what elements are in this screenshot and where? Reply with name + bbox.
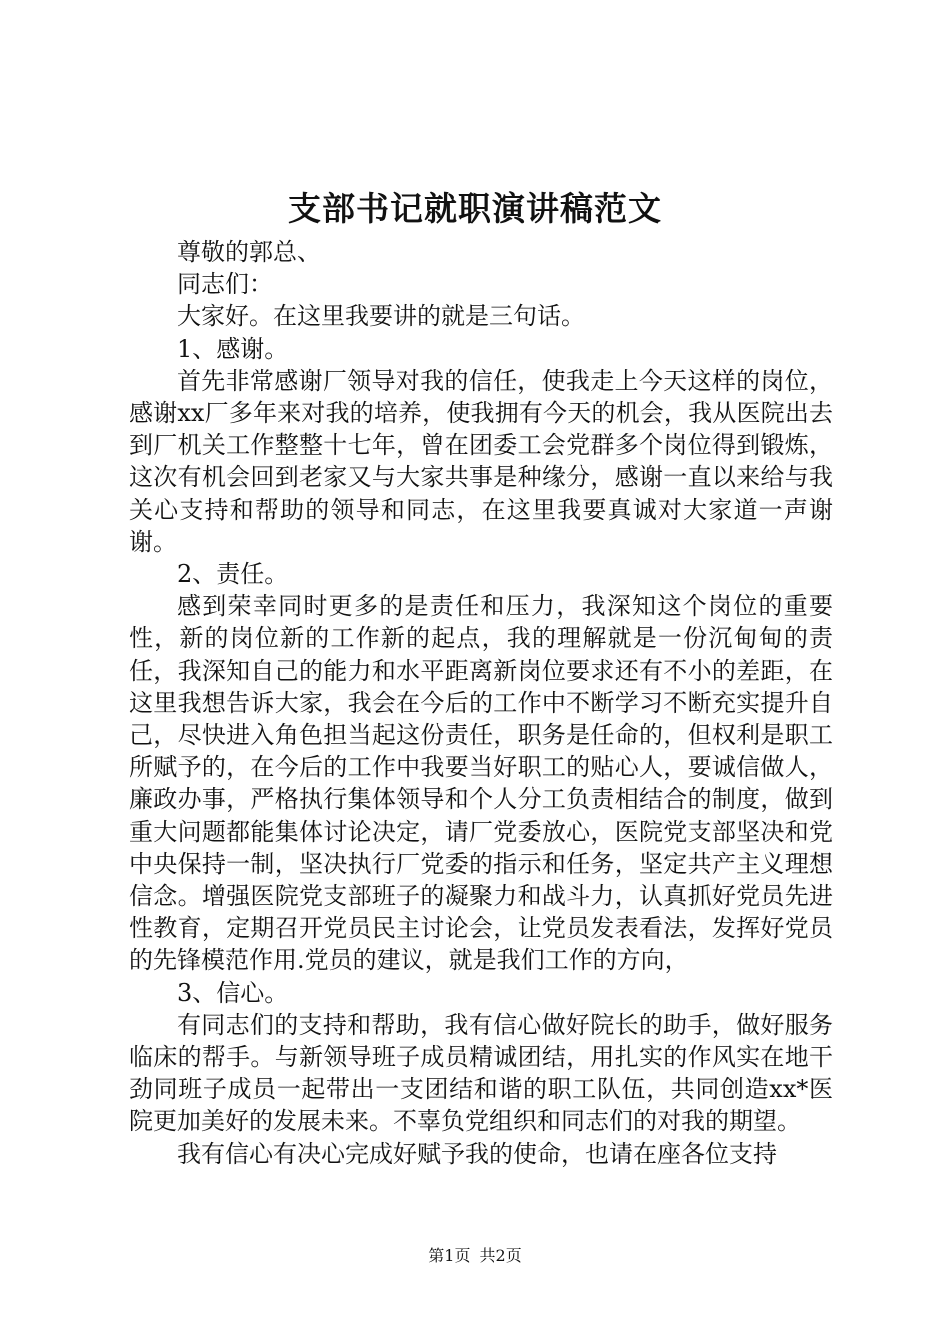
section-heading-confidence: 3、信心。 bbox=[177, 978, 289, 1007]
page-number-total: 共2页 bbox=[479, 1246, 522, 1265]
page-number-current: 第1页 bbox=[428, 1246, 471, 1265]
salutation-line-1: 尊敬的郭总、 bbox=[177, 238, 321, 266]
greeting-paragraph: 大家好。在这里我要讲的就是三句话。 bbox=[177, 302, 585, 331]
paragraph-thanks: 首先非常感谢厂领导对我的信任，使我走上今天这样的岗位，感谢xx厂多年来对我的培养，使我拥有今天的机会，我从医院出去到厂机关工作整整十七年，曾在团委工会党群多个岗位得到锻炼，这次有机会回到老家又与大家共事是种缘分，感谢一直以来给与我关心支持和帮助的领导和同志，在这里我要真诚对大家道一声谢谢。 bbox=[129, 366, 833, 556]
document-title: 支部书记就职演讲稿范文 bbox=[288, 189, 662, 228]
salutation-line-2: 同志们： bbox=[177, 270, 273, 299]
page-footer bbox=[0, 1245, 950, 1267]
paragraph-responsibility: 感到荣幸同时更多的是责任和压力，我深知这个岗位的重要性，新的岗位新的工作新的起点，我的理解就是一份沉甸甸的责任，我深知自己的能力和水平距离新岗位要求还有不小的差距，在这里我想告诉大家，我会在今后的工作中不断学习不断充实提升自己，尽快进入角色担当起这份责任，职务是任命的，但权利是职工所赋予的，在今后的工作中我要当好职工的贴心人，要诚信做人，廉政办事，严格执行集体领导和个人分工负责相结合的制度，做到重大问题都能集体讨论决定，请厂党委放心，医院党支部坚决和党中央保持一制，坚决执行厂党委的指示和任务，坚定共产主义理想信念。增强医院党支部班子的凝聚力和战斗力，认真抓好党员先进性教育，定期召开党员民主讨论会，让党员发表看法，发挥好党员的先锋模范作用.党员的建议，就是我们工作的方向， bbox=[129, 592, 833, 975]
section-heading-responsibility: 2、责任。 bbox=[177, 560, 289, 589]
section-heading-thanks: 1、感谢。 bbox=[177, 334, 289, 363]
paragraph-confidence: 有同志们的支持和帮助，我有信心做好院长的助手，做好服务临床的帮手。与新领导班子成员精诚团结，用扎实的作风实在地干劲同班子成员一起带出一支团结和谐的职工队伍，共同创造xx*医院更加美好的发展未来。不辜负党组织和同志们的对我的期望。 bbox=[129, 1010, 833, 1136]
document-body bbox=[129, 236, 833, 1170]
paragraph-closing: 我有信心有决心完成好赋予我的使命，也请在座各位支持 bbox=[177, 1139, 777, 1168]
